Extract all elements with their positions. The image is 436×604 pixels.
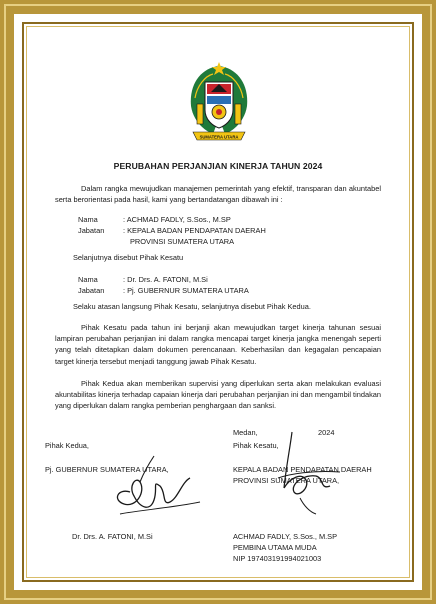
signing-place: Medan, [233, 428, 258, 437]
party1-note: Selanjutnya disebut Pihak Kesatu [73, 253, 184, 262]
signing-year: 2024 [318, 428, 335, 437]
right-signature-icon [250, 428, 360, 518]
left-signature-icon [100, 452, 210, 522]
party1-position-line2: PROVINSI SUMATERA UTARA [130, 237, 235, 246]
party1-position-line1: : KEPALA BADAN PENDAPATAN DAERAH [123, 226, 266, 235]
party2-position-value: : Pj. GUBERNUR SUMATERA UTARA [123, 286, 249, 295]
right-signer-name: ACHMAD FADLY, S.Sos., M.SP [233, 532, 338, 541]
supervision-paragraph: Pihak Kedua akan memberikan supervisi yang diperlukan serta akan melakukan evaluasi akuntabilitas kinerja terhadap capaian kinerja dari perubahan perjanjian ini dan mengambil tindakan yang diperlukan dalam rangka pemberian penghargaan dan sanksi. [55, 379, 381, 411]
left-signer-role: Pihak Kedua, [45, 441, 89, 450]
party1-name-label: Nama [78, 215, 98, 224]
party1-position-label: Jabatan [78, 226, 105, 235]
commitment-paragraph: Pihak Kesatu pada tahun ini berjanji akan mewujudkan target kinerja tahunan sesuai lampiran perubahan perjanjian ini dalam rangka mencapai target kinerja jangka menengah seperti yang telah ditetapkan dalam dokumen perencanaan. Keberhasilan dan kegagalan pencapaian target kinerja tersebut menjadi tanggung jawab Pihak Kesatu. [55, 323, 381, 366]
intro-paragraph: Dalam rangka mewujudkan manajemen pemerintah yang efektif, transparan dan akuntabel serta berorientasi pada hasil, kami yang bertandatangan dibawah ini : [55, 184, 381, 205]
provincial-emblem-icon [183, 58, 255, 146]
party2-name-label: Nama [78, 275, 98, 284]
party2-position-label: Jabatan [78, 286, 105, 295]
party1-name-value: : ACHMAD FADLY, S.Sos., M.SP [123, 215, 231, 224]
right-signer-role: Pihak Kesatu, [233, 441, 279, 450]
left-signer-name: Dr. Drs. A. FATONI, M.Si [72, 532, 153, 541]
right-signer-title-line1: KEPALA BADAN PENDAPATAN DAERAH [233, 465, 372, 474]
emblem-banner-text: SUMATERA UTARA [199, 134, 239, 140]
document-title: PERUBAHAN PERJANJIAN KINERJA TAHUN 2024 [113, 161, 323, 171]
party2-name-value: : Dr. Drs. A. FATONI, M.Si [123, 275, 208, 284]
right-signer-rank: PEMBINA UTAMA MUDA [233, 543, 317, 552]
right-signer-title-line2: PROVINSI SUMATERA UTARA, [233, 476, 340, 485]
right-signer-nip: NIP 197403191994021003 [233, 554, 322, 563]
party2-note: Selaku atasan langsung Pihak Kesatu, selanjutnya disebut Pihak Kedua. [73, 302, 311, 311]
left-signer-title: Pj. GUBERNUR SUMATERA UTARA, [45, 465, 169, 474]
